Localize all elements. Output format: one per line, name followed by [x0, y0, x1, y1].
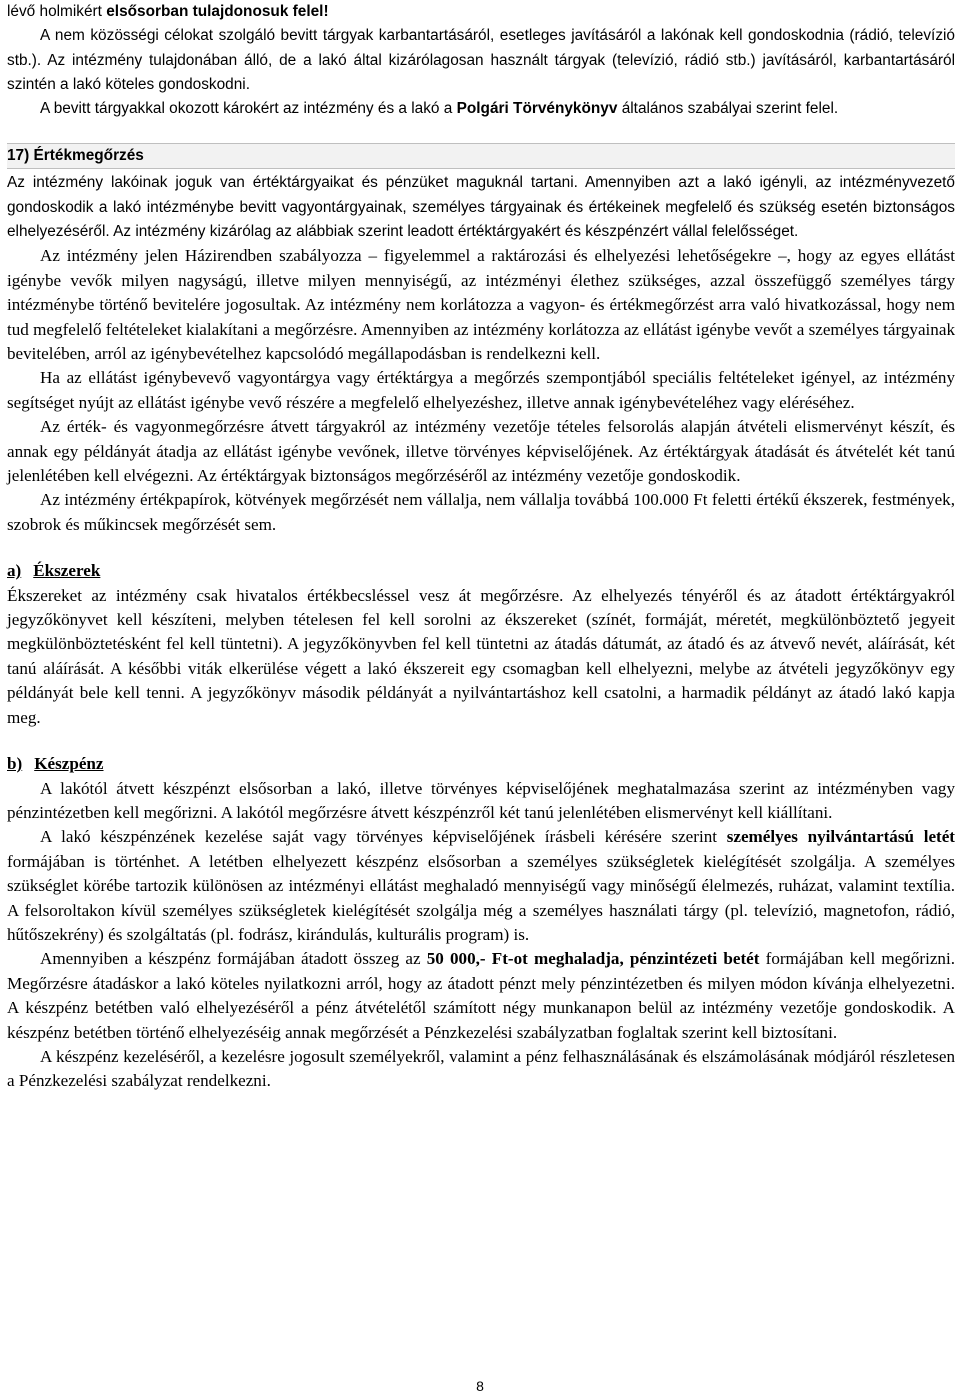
cash-paragraph-2-bold: személyes nyilvántartású letét [726, 827, 955, 847]
cash-paragraph-2 [7, 825, 955, 947]
cash-paragraph-1: A lakótól átvett készpénzt elsősorban a lakó, illetve törvényes képviselőjének meghatalmazása szerint az intézményben vagy pénzintézetben kell megőrizni. A lakótól megőrzésre átvett készpénzről két tanú jelenlétében elismervényt kell kiállítani. [7, 778, 955, 822]
jewelry-heading [7, 559, 955, 583]
section-heading-17: 17) Értékmegőrzés [7, 143, 955, 169]
jewelry-heading-label: a) [7, 561, 22, 581]
section17-paragraph-4: Az érték- és vagyonmegőrzésre átvett tárgyakról az intézmény vezetője tételes felsorolás alapján átvételi elismervényt készít, és annak egy példányát átadja az ellátást igénybe vevőnek, illetve törvényes képviselőjének. Az értéktárgyak átadását és átvételét két tanú jelenlétében kell elvégezni. Az értéktárgyak biztonságos megőrzéséről az intézmény vezetője gondoskodik. [7, 417, 955, 486]
intro-line-bold: elsősorban tulajdonosuk felel! [106, 3, 329, 20]
cash-paragraph-2-post: formájában is történhet. A letétben elhelyezett készpénz elsősorban a személyes szükségletek kielégítését szolgálja. A személyes szükséglet körébe tartozik különösen az intézményi ellátást meghaladó mennyiségű vagy minőségű élelmezés, ruházat, valamint textília. A felsoroltakon kívül személyes szükségletek kielégítését szolgálja még a személyes használati tárgy (pl. televízió, magnetofon, rádió, hűtőszekrény) és szolgáltatás (pl. fodrász, kirándulás, kulturális program) is. [7, 851, 955, 944]
intro-paragraph-liability [7, 97, 955, 121]
intro-paragraph-maintenance: A nem közösségi célokat szolgáló bevitt tárgyak karbantartásáról, esetleges javításáról a lakónak kell gondoskodnia (rádió, televízió stb.). Az intézmény tulajdonában álló, de a lakó által kizárólagosan használt tárgyak (televízió, rádió stb.) javításáról, karbantartásáról szintén a lakó köteles gondoskodni. [7, 27, 955, 93]
intro-line-text: lévő holmikért [7, 3, 107, 20]
cash-paragraph-3-bold: 50 000,- Ft-ot meghaladja, pénzintézeti betét [426, 949, 760, 969]
page-number: 8 [476, 1378, 484, 1394]
section17-paragraph-1-text: Az intézmény lakóinak joguk van értéktárgyaikat és pénzüket maguknál tartani. Amennyiben azt a lakó igényli, az intézményvezető gondoskodik a lakó intézménybe bevitt vagyontárgyainak, személyes tárgyainak és értékeinek megfelelő és szükség esetén biztonságos elhelyezéséről. Az intézmény kizárólag az alábbiak szerint leadott értéktárgyakért és készpénzért vállal felelősséget. [7, 174, 955, 241]
cash-heading-label: b) [7, 754, 23, 774]
cash-paragraph-3 [7, 947, 955, 1045]
cash-heading [7, 752, 955, 776]
cash-paragraph-2-pre: A lakó készpénzének kezelése saját vagy törvényes képviselőjének írásbeli kérésére szerint [40, 827, 727, 847]
section17-paragraph-5: Az intézmény értékpapírok, kötvények megőrzését nem vállalja, nem vállalja továbbá 100.000 Ft feletti értékű ékszerek, festmények, szobrok és műkincsek megőrzését sem. [7, 490, 955, 534]
liability-text-bold: Polgári Törvénykönyv [456, 100, 618, 118]
section17-paragraph-3: Ha az ellátást igénybevevő vagyontárgya vagy értéktárgya a megőrzés szempontjából speciális feltételeket igényel, az intézmény segítséget nyújt az ellátást igénybe vevő részére a megfelelő elhelyezéshez, illetve annak igénybevételéhez vagy eléréséhez. [7, 368, 955, 412]
cash-paragraph-4: A készpénz kezeléséről, a kezelésre jogosult személyekről, valamint a pénz felhasználásának és elszámolásának módjáról részletesen a Pénzkezelési szabályzat rendelkezni. [7, 1046, 955, 1091]
document-page [7, 0, 955, 1094]
section17-paragraph-2: Az intézmény jelen Házirendben szabályozza – figyelemmel a raktározási és elhelyezési lehetőségekre –, hogy az egyes ellátást igénybe vevők milyen nagyságú, illetve milyen mennyiségű, az intézményi élethez szükséges, azzal összefüggő személyes tárgy intézménybe történő bevitelére jogosultak. Az intézmény nem korlátozza a vagyon- és értékmegőrzést arra való hivatkozással, hogy nem tud megfelelő feltételeket kialakítani a megőrzésre. Amennyiben az intézmény korlátozza az ellátást igénybe vevőt a személyes tárgyainak bevitelében, arról az igénybevételhez kapcsolódó megállapodásban is rendelkezni kell. [7, 246, 955, 363]
jewelry-heading-title: Ékszerek [33, 561, 101, 581]
cash-heading-title: Készpénz [34, 754, 104, 774]
liability-text-post: általános szabályai szerint felel. [617, 100, 839, 118]
cash-paragraph-3-pre: Amennyiben a készpénz formájában átadott összeg az [40, 949, 427, 969]
intro-line [7, 0, 955, 24]
cash-paragraph-3-post: formájában kell megőrizni. Megőrzésre átadáskor a lakó köteles nyilatkozni arról, hogy az átadott pénzt mely pénzintézetben és milyen módon kívánja elhelyezetni. A készpénz betétben való elhelyezéséről a pénz átvételétől számított négy munkanapon belül az intézmény vezetője gondoskodik. A készpénz betétben történő elhelyezéséig annak megőrzését a Pénzkezelési szabályzatban foglaltak szerint kell biztosítani. [7, 949, 955, 1042]
section17-paragraph-1 [7, 171, 955, 244]
liability-text-pre: A bevitt tárgyakkal okozott károkért az intézmény és a lakó a [40, 100, 457, 118]
jewelry-paragraph: Ékszereket az intézmény csak hivatalos értékbecsléssel vesz át megőrzésre. Az elhelyezés tényéről és az átadott értéktárgyakról jegyzőkönyvet kell készíteni, melyben tételesen fel kell sorolni az ékszereket (színét, formáját, méretét, megkülönböztető jegyeit megkülönböztetésként fel kell tüntetni). A jegyzőkönyvben fel kell tüntetni az átadás dátumát, az átadó és az átvevő nevét, aláírását, két tanú aláírását. A későbbi viták elkerülése végett a lakó ékszereit egy csomagban kell elhelyezni, melybe az átvételi jegyzőkönyv egy példányát bele kell tenni. A jegyzőkönyv második példányát a nyilvántartáshoz kell csatolni, a harmadik példányt az átadó lakó kapja meg. [7, 585, 955, 727]
